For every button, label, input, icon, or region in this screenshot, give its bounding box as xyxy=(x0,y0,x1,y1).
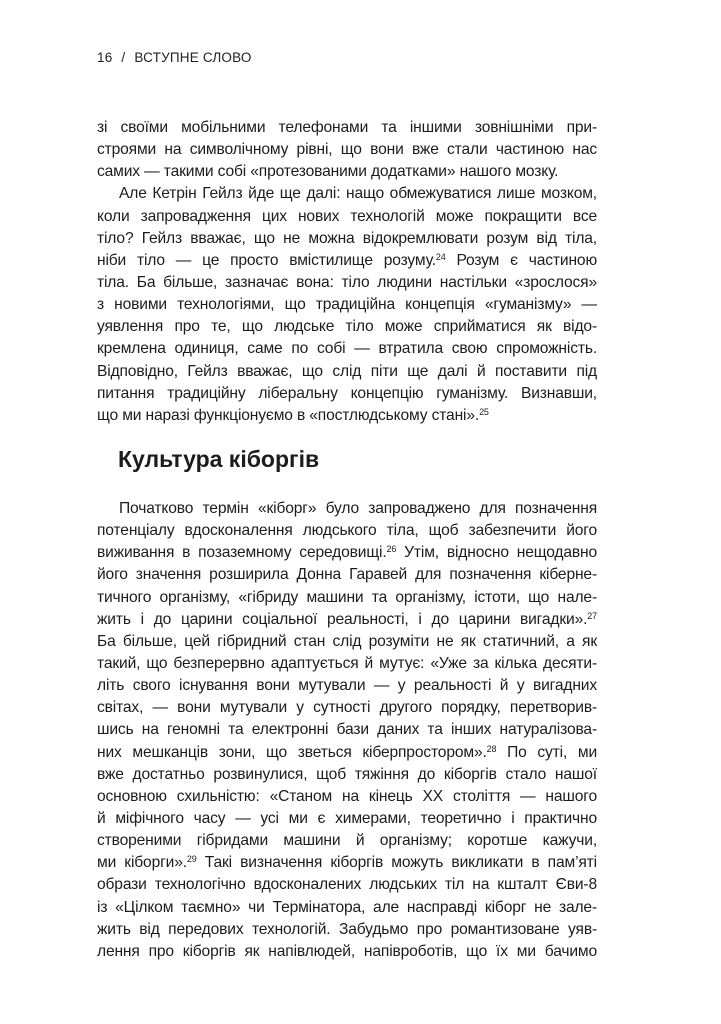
text-line: строями на символічному рівні, що вони вже стали частиною нас xyxy=(97,141,597,159)
text-line: вже достатньо розвинулися, щоб тяжіння до кіборгів стало нашої xyxy=(97,765,597,783)
body-text-section xyxy=(97,498,597,963)
text-line: кремлена одиниця, саме по собі — втратила свою спроможність. xyxy=(97,340,597,358)
footnote-ref: 29 xyxy=(186,854,197,865)
text-line: Відповідно, Гейлз вважає, що слід піти ще далі й поставити під xyxy=(97,362,597,380)
text-line: з новими технологіями, що традиційна концепція «гуманізму» — xyxy=(97,296,597,314)
text-line: такий, що безперервно адаптується й мутує: «Уже за кілька десяти- xyxy=(97,654,597,672)
text-line: тичного організму, «гібриду машини та організму, істоти, що нале- xyxy=(97,588,597,606)
text-line: жить від передових технологій. Забудьмо про романтизоване уяв- xyxy=(97,920,597,938)
text-line: світах, — вони мутували у сутності другого порядку, перетворив- xyxy=(97,699,597,717)
text-fragment: що ми наразі функціонуємо в «постлюдському стані». xyxy=(97,406,480,424)
text-line: самих — такими собі «протезованими додатками» нашого мозку. xyxy=(97,163,559,181)
text-line: тіла. Ба більше, зазначає вона: тіло людини настільки «зрослося» xyxy=(97,273,597,291)
text-line xyxy=(97,405,597,427)
page-number: 16 xyxy=(97,50,113,65)
body-text-top xyxy=(97,117,597,427)
text-line xyxy=(97,542,597,564)
running-header xyxy=(97,50,252,65)
text-line: Початково термін «кіборг» було запроваджено для позначення xyxy=(119,500,597,517)
text-line: із «Цілком таємно» чи Термінатора, але насправді кіборг не зале- xyxy=(97,898,597,916)
footnote-ref: 28 xyxy=(486,743,497,754)
text-line xyxy=(97,742,597,764)
text-line: тіло? Гейлз вважає, що не можна відокремлювати розум від тіла, xyxy=(97,229,597,247)
text-line: лення про кіборгів як напівлюдей, напівроботів, що їх ми бачимо xyxy=(97,942,597,960)
text-line: образи технологічно вдосконалених людських тіл на кшталт Єви-8 xyxy=(97,876,597,894)
footnote-ref: 27 xyxy=(587,610,597,621)
text-line: його значення розширила Донна Гаравей для позначення кіберне- xyxy=(97,566,597,584)
section-heading: Культура кіборгів xyxy=(118,446,320,472)
text-fragment: Такі визначення кіборгів можуть викликати в пам’яті xyxy=(196,854,597,872)
text-line: створеними гібридами машини й організму; коротше кажучи, xyxy=(97,832,597,850)
text-line xyxy=(97,852,597,874)
text-line: питання традиційну ліберальну концепцію гуманізму. Визнавши, xyxy=(97,384,597,402)
footnote-ref: 24 xyxy=(435,251,446,262)
text-fragment: них мешканців зони, що зветься кіберпростором». xyxy=(97,743,487,761)
text-fragment: ніби тіло — це просто вмістилище розуму. xyxy=(97,251,436,269)
text-fragment: виживання в позаземному середовищі. xyxy=(97,544,387,562)
text-line: літь свого існування вони мутували — у реальності й у вигадних xyxy=(97,677,597,695)
footnote-ref: 25 xyxy=(479,406,489,417)
text-line xyxy=(97,250,597,272)
text-fragment: ми кіборги». xyxy=(97,854,187,872)
text-line: Ба більше, цей гібридний стан слід розуміти не як статичний, а як xyxy=(97,632,597,650)
text-line: й міфічного часу — усі ми є химерами, теоретично і практично xyxy=(97,809,597,827)
text-line: зі своїми мобільними телефонами та іншими зовнішніми при- xyxy=(97,119,597,136)
text-fragment: Розум є частиною xyxy=(445,251,597,269)
text-fragment: По суті, ми xyxy=(496,743,598,761)
text-fragment: жить і до царини соціальної реальності, і до царини вигадки». xyxy=(97,610,588,628)
text-line xyxy=(97,609,597,631)
text-fragment: Утім, відносно нещодавно xyxy=(396,544,597,562)
text-line: потенціалу вдосконалення людського тіла, щоб забезпечити його xyxy=(97,522,597,540)
text-line: шись на геномні та електронні бази даних та інших натуралізова- xyxy=(97,721,597,739)
text-line: уявлення про те, що людське тіло може сприйматися як відо- xyxy=(97,318,597,336)
text-line: основною схильністю: «Станом на кінець ХХ століття — нашого xyxy=(97,787,597,805)
footnote-ref: 26 xyxy=(386,544,397,555)
text-line: коли запровадження цих нових технологій може покращити все xyxy=(97,207,597,225)
text-line: Але Кетрін Гейлз йде ще далі: нащо обмежуватися лише мозком, xyxy=(119,185,597,203)
header-separator: / xyxy=(121,50,126,65)
section-title: ВСТУПНЕ СЛОВО xyxy=(134,50,252,65)
